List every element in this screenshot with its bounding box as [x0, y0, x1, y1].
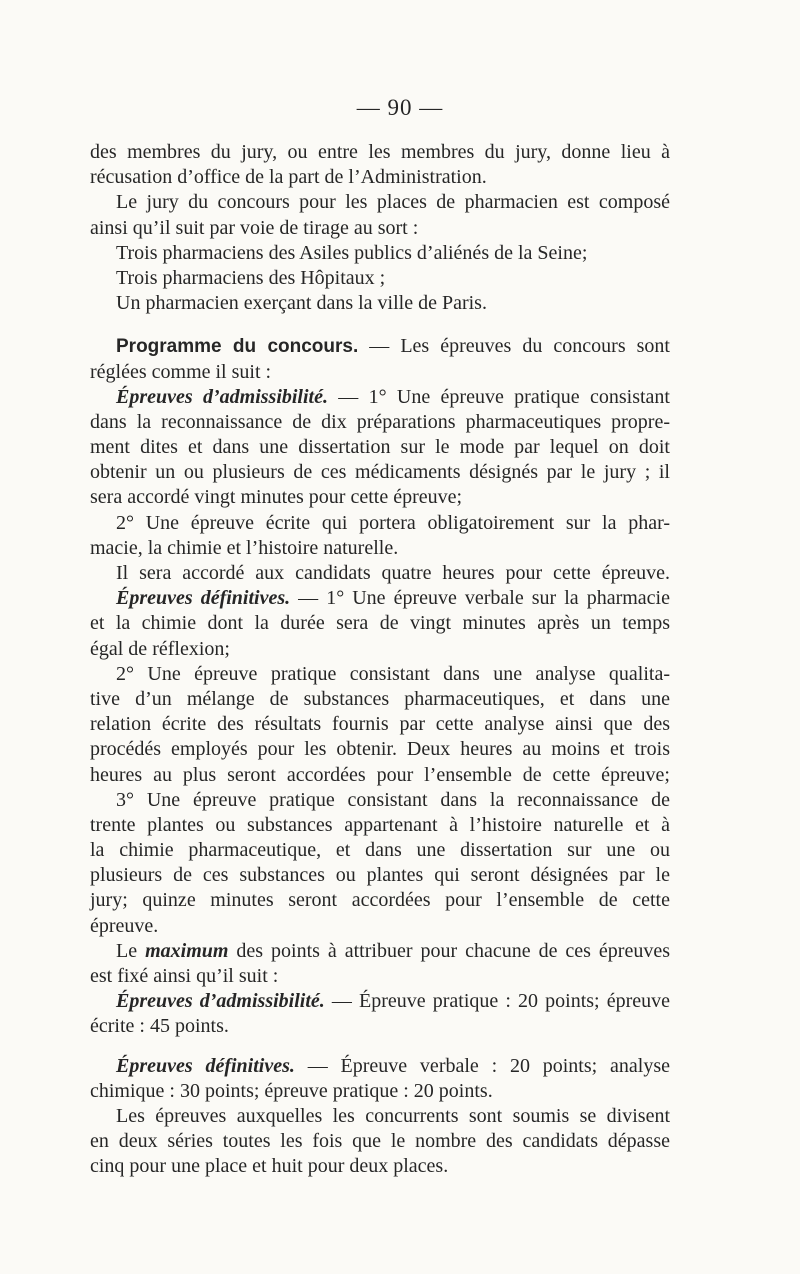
text-line — [90, 561, 670, 585]
line-text: ainsi qu’il suit par voie de tirage au sort : — [90, 216, 419, 239]
line-text: tive d’un mélange de substances pharmaceutiques, et dans une — [90, 687, 670, 710]
line-text: et la chimie dont la durée sera de vingt minutes après un temps — [90, 612, 670, 635]
line-text: Le jury du concours pour les places de pharmacien est composé — [116, 191, 670, 214]
text-line — [90, 165, 670, 189]
line-text: réglées comme il suit : — [90, 360, 272, 383]
line-text: jury; quinze minutes seront accordées pour l’ensemble de cette — [90, 889, 670, 912]
text-line — [90, 712, 670, 736]
text-line — [90, 737, 670, 761]
line-text: trente plantes ou substances appartenant à l’histoire naturelle et à — [90, 813, 670, 836]
line-text: la chimie pharmaceutique, et dans une dissertation sur une ou — [90, 839, 670, 862]
line-text: — 1° Une épreuve verbale sur la pharmacie — [290, 587, 670, 610]
line-text: — 1° Une épreuve pratique consistant — [327, 385, 670, 408]
line-text: Trois pharmaciens des Hôpitaux ; — [116, 266, 386, 289]
text-line — [90, 140, 670, 164]
text-line — [90, 838, 670, 862]
text-line — [90, 360, 670, 384]
text-line — [90, 637, 670, 661]
line-text: chimique : 30 points; épreuve pratique : 20 points. — [90, 1079, 493, 1102]
text-line — [90, 334, 670, 358]
text-line — [90, 1104, 670, 1128]
page-number: — 90 — — [356, 95, 444, 120]
text-line — [90, 1054, 670, 1078]
text-line — [90, 939, 670, 963]
line-text: Le — [116, 939, 146, 962]
text-line — [90, 813, 670, 837]
text-line — [90, 964, 670, 988]
line-text: macie, la chimie et l’histoire naturelle. — [90, 536, 399, 559]
text-line — [90, 410, 670, 434]
text-line — [90, 763, 670, 787]
text-line — [90, 586, 670, 610]
text-line — [90, 687, 670, 711]
text-line — [90, 241, 670, 265]
paragraph-gap — [90, 316, 670, 334]
text-line — [90, 611, 670, 635]
text-line — [90, 460, 670, 484]
line-text: — Épreuve verbale : 20 points; analyse — [294, 1054, 670, 1077]
text-line — [90, 291, 670, 315]
line-text: relation écrite des résultats fournis par cette analyse ainsi que des — [90, 713, 670, 736]
text-line — [90, 266, 670, 290]
line-text: obtenir un ou plusieurs de ces médicaments désignés par le jury ; il — [90, 461, 670, 484]
line-text: — Épreuve pratique : 20 points; épreuve — [324, 990, 670, 1013]
line-text: sera accordé vingt minutes pour cette épreuve; — [90, 486, 463, 509]
text-line — [90, 511, 670, 535]
text-line — [90, 485, 670, 509]
text-line — [90, 1079, 670, 1103]
line-text: égal de réflexion; — [90, 637, 230, 660]
text-line — [90, 1129, 670, 1153]
line-text: ment dites et dans une dissertation sur le mode par lequel on doit — [90, 436, 670, 459]
section-label: Épreuves définitives. — [116, 587, 291, 610]
paragraph-gap — [90, 1040, 670, 1054]
text-line — [90, 435, 670, 459]
text-line — [90, 190, 670, 214]
line-text: récusation d’office de la part de l’Administration. — [90, 166, 487, 189]
line-text: Il sera accordé aux candidats quatre heures pour cette épreuve. — [116, 562, 670, 584]
line-text: 2° Une épreuve écrite qui portera obligatoirement sur la phar- — [116, 511, 670, 534]
line-text: en deux séries toutes les fois que le nombre des candidats dépasse — [90, 1130, 670, 1153]
section-label: Épreuves d’admissibilité. — [116, 385, 328, 408]
line-text: dans la reconnaissance de dix préparations pharmaceutiques propre- — [90, 410, 670, 433]
text-line — [90, 1154, 670, 1178]
text-line — [90, 216, 670, 240]
text-line — [90, 863, 670, 887]
section-heading: Programme du concours. — [116, 336, 359, 358]
line-text: est fixé ainsi qu’il suit : — [90, 965, 279, 987]
line-text: 3° Une épreuve pratique consistant dans la reconnaissance de — [116, 788, 670, 811]
line-text: Les épreuves auxquelles les concurrents sont soumis se divisent — [116, 1104, 670, 1127]
line-text: épreuve. — [90, 914, 159, 937]
line-text: écrite : 45 points. — [90, 1015, 229, 1038]
line-text: plusieurs de ces substances ou plantes qui seront désignées par le — [90, 864, 670, 887]
line-text: des points à attribuer pour chacune de ces épreuves — [228, 939, 671, 962]
line-text: cinq pour une place et huit pour deux places. — [90, 1155, 449, 1178]
text-line — [90, 1014, 670, 1038]
line-text: Un pharmacien exerçant dans la ville de Paris. — [116, 292, 487, 315]
line-text: des membres du jury, ou entre les membres du jury, donne lieu à — [90, 141, 670, 163]
section-label: Épreuves d’admissibilité. — [116, 990, 325, 1013]
line-text: heures au plus seront accordées pour l’ensemble de cette épreuve; — [90, 763, 670, 786]
text-line — [90, 989, 670, 1013]
text-line — [90, 385, 670, 409]
section-label: Épreuves définitives. — [116, 1054, 295, 1077]
body-text — [90, 140, 670, 1180]
line-text: 2° Une épreuve pratique consistant dans une analyse qualita- — [116, 662, 670, 685]
text-line — [90, 914, 670, 938]
line-text: — Les épreuves du concours sont — [358, 335, 670, 358]
emphasis-text: maximum — [145, 939, 229, 962]
text-line — [90, 788, 670, 812]
line-text: Trois pharmaciens des Asiles publics d’aliénés de la Seine; — [116, 241, 588, 264]
text-line — [90, 888, 670, 912]
text-line — [90, 536, 670, 560]
line-text: procédés employés pour les obtenir. Deux heures au moins et trois — [90, 738, 670, 761]
text-line — [90, 662, 670, 686]
